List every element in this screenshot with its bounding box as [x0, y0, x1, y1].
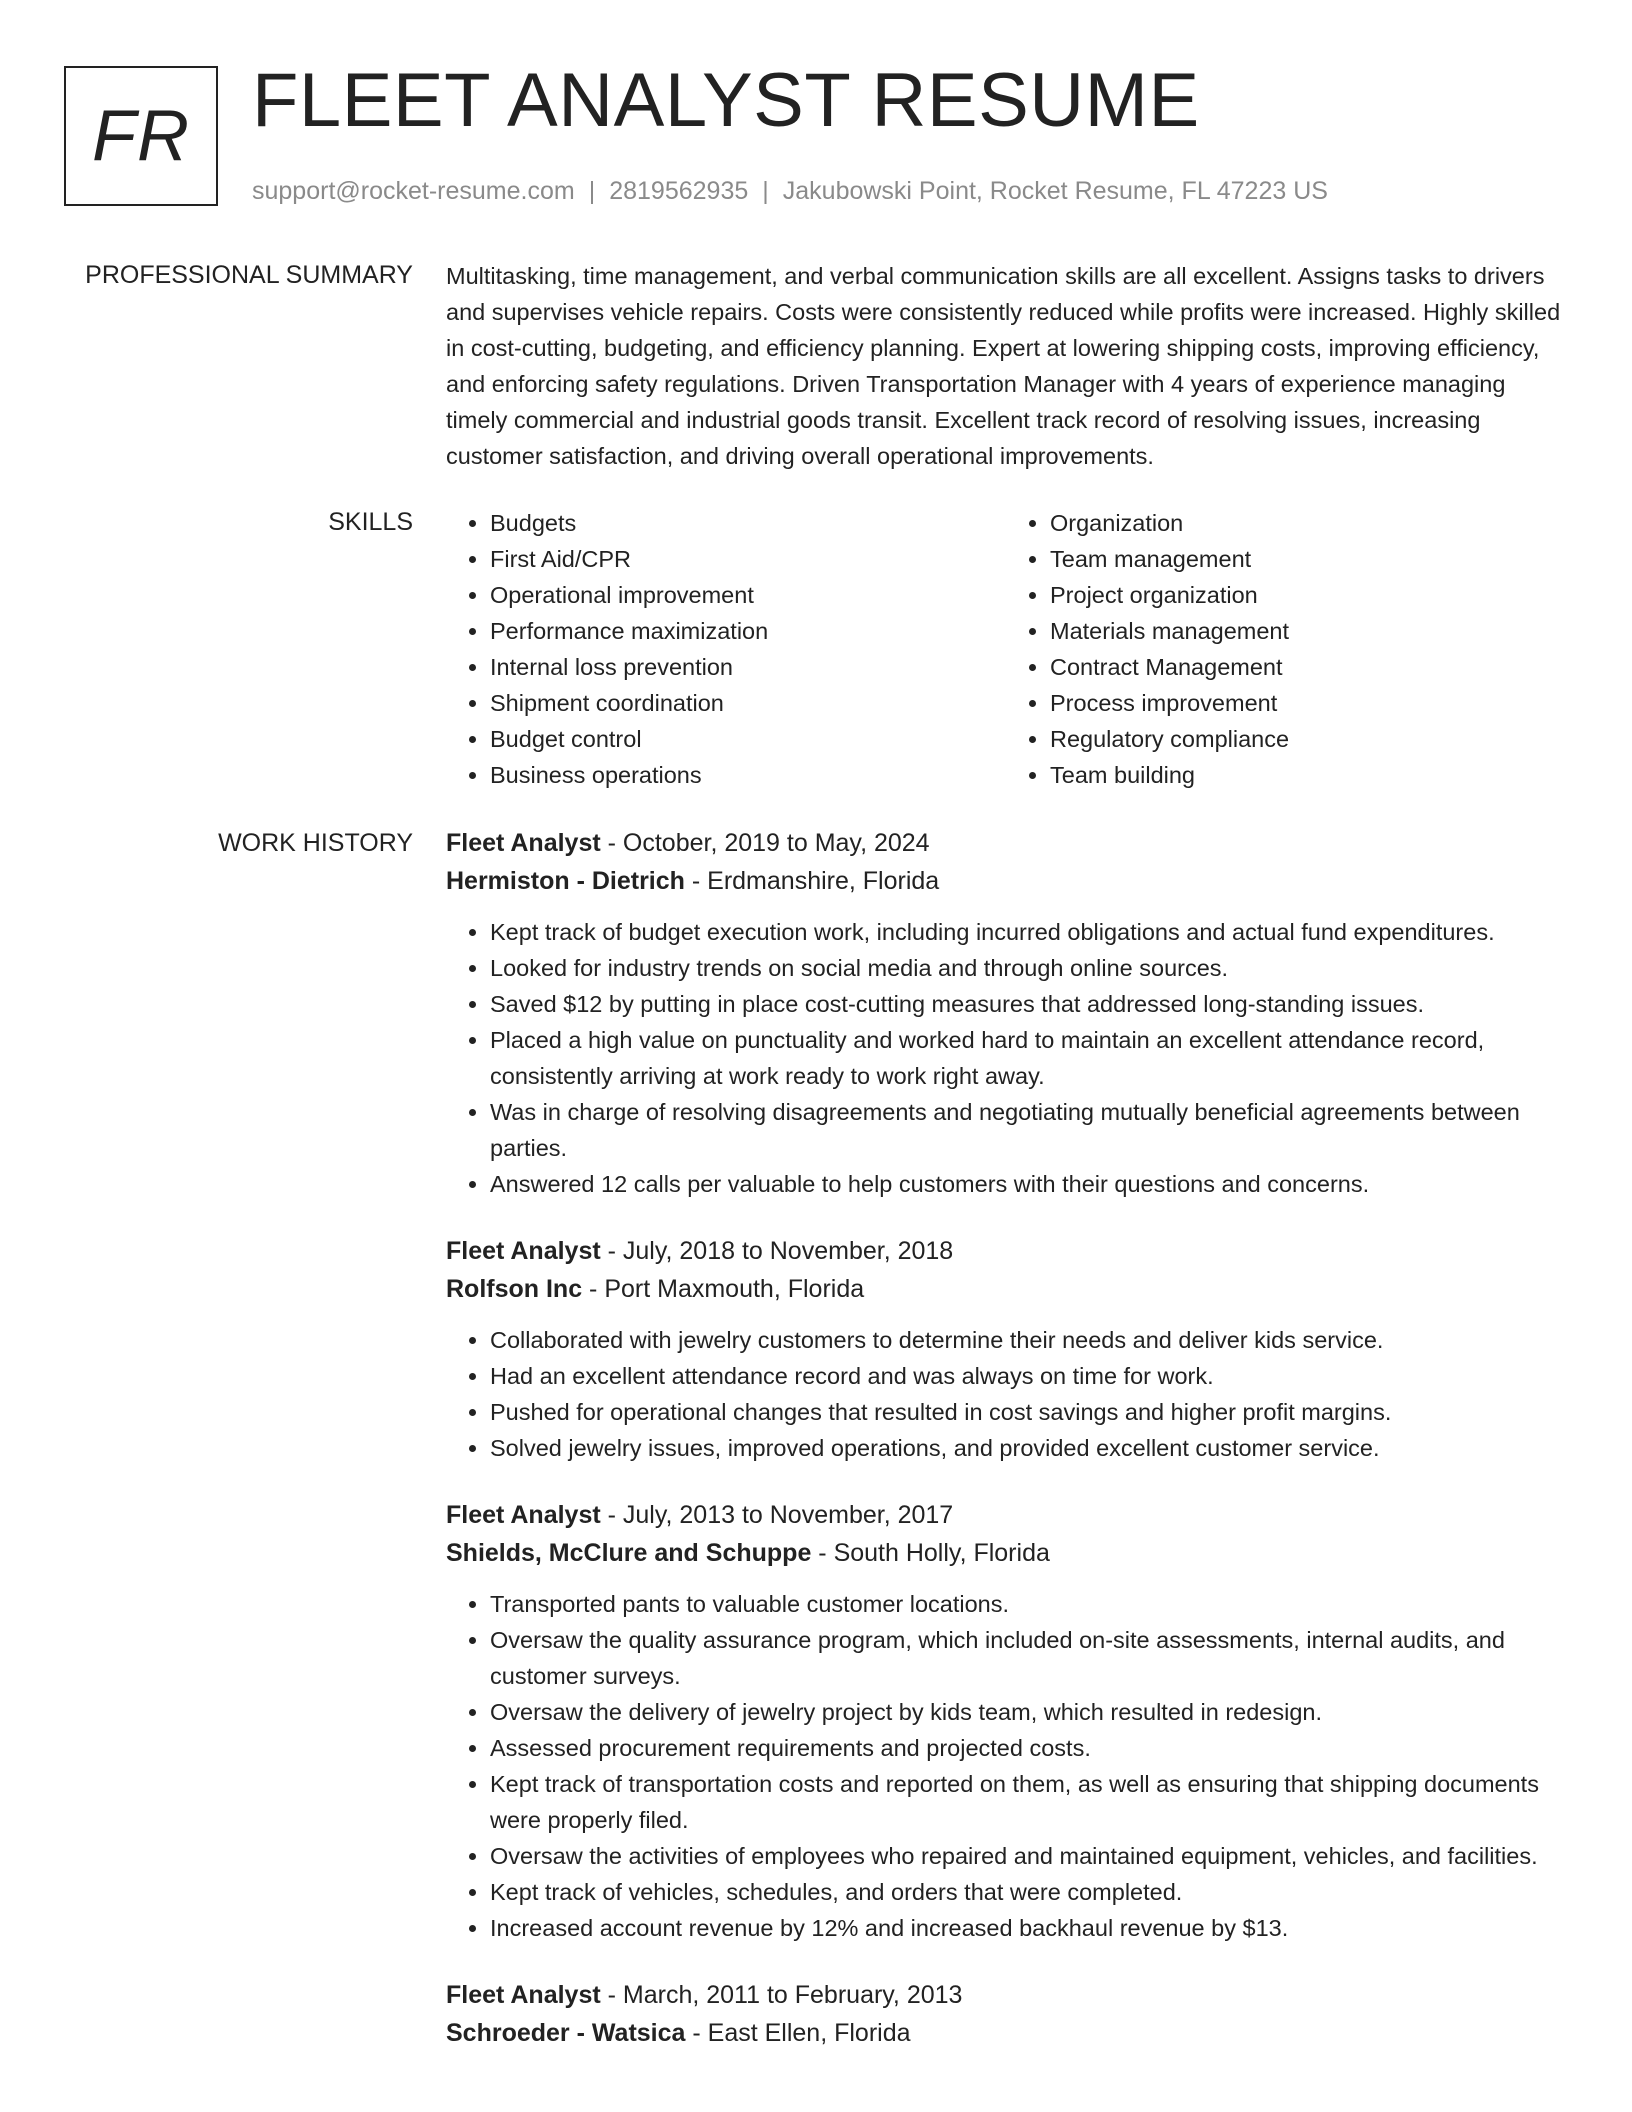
job-title-line: [446, 1232, 1566, 1270]
job-bullet: • Answered 12 calls per valuable to help customers with their questions and concerns.: [490, 1166, 1566, 1202]
job-title-line: [446, 824, 1566, 862]
job-bullet: • Oversaw the activities of employees who repaired and maintained equipment, vehicles, and facilities.: [490, 1838, 1566, 1874]
contact-line: [252, 174, 1328, 208]
job-dates: - July, 2018 to November, 2018: [600, 1237, 954, 1265]
job-title: Fleet Analyst: [446, 1981, 601, 2009]
job-location: - East Ellen, Florida: [685, 2019, 911, 2047]
job-entry: [446, 1976, 1566, 2052]
job-dates: - October, 2019 to May, 2024: [600, 829, 930, 857]
job-company-line: [446, 1534, 1566, 1572]
job-company-line: [446, 2014, 1566, 2052]
skill-item: • Budget control: [490, 721, 1006, 757]
contact-separator: |: [588, 177, 596, 205]
job-title: Fleet Analyst: [446, 1237, 601, 1265]
skill-item: • First Aid/CPR: [490, 541, 1006, 577]
job-bullet: • Assessed procurement requirements and projected costs.: [490, 1730, 1566, 1766]
skill-item: • Process improvement: [1050, 685, 1566, 721]
job-company: Schroeder - Watsica: [446, 2019, 686, 2047]
contact-email[interactable]: support@rocket-resume.com: [252, 177, 575, 205]
skill-item: • Project organization: [1050, 577, 1566, 613]
section-label-skills: SKILLS: [328, 508, 413, 536]
job-bullet: • Collaborated with jewelry customers to determine their needs and deliver kids service.: [490, 1322, 1566, 1358]
skill-item: • Business operations: [490, 757, 1006, 793]
skill-item: • Internal loss prevention: [490, 649, 1006, 685]
skills-section: [446, 505, 1566, 793]
resume-title: FLEET ANALYST RESUME: [252, 58, 1200, 143]
job-bullet: • Kept track of vehicles, schedules, and orders that were completed.: [490, 1874, 1566, 1910]
job-location: - South Holly, Florida: [811, 1539, 1050, 1567]
job-bullet: • Looked for industry trends on social media and through online sources.: [490, 950, 1566, 986]
job-bullet: • Oversaw the quality assurance program, which included on-site assessments, internal audits, and customer surveys.: [490, 1622, 1566, 1694]
skill-item: • Team management: [1050, 541, 1566, 577]
job-bullet-list: [446, 1322, 1566, 1466]
job-bullet-list: [446, 1586, 1566, 1946]
job-title: Fleet Analyst: [446, 829, 601, 857]
contact-phone[interactable]: 2819562935: [609, 177, 749, 205]
contact-separator: |: [762, 177, 769, 205]
job-bullet: • Pushed for operational changes that resulted in cost savings and higher profit margins.: [490, 1394, 1566, 1430]
work-history-section: [446, 824, 1566, 2082]
job-bullet: • Placed a high value on punctuality and worked hard to maintain an excellent attendance record, consistently arriving at work ready to work right away.: [490, 1022, 1566, 1094]
job-bullet: • Kept track of budget execution work, including incurred obligations and actual fund expenditures.: [490, 914, 1566, 950]
job-dates: - July, 2013 to November, 2017: [600, 1501, 954, 1529]
job-title-line: [446, 1976, 1566, 2014]
job-entry: [446, 824, 1566, 1202]
skill-item: • Regulatory compliance: [1050, 721, 1566, 757]
job-title-line: [446, 1496, 1566, 1534]
monogram-box: [64, 66, 218, 206]
job-bullet: • Kept track of transportation costs and reported on them, as well as ensuring that shipping documents were properly filed.: [490, 1766, 1566, 1838]
job-company-line: [446, 862, 1566, 900]
skills-list-left: [446, 505, 1006, 793]
job-bullet: • Was in charge of resolving disagreements and negotiating mutually beneficial agreements between parties.: [490, 1094, 1566, 1166]
job-company: Hermiston - Dietrich: [446, 867, 685, 895]
job-bullet: • Saved $12 by putting in place cost-cutting measures that addressed long-standing issues.: [490, 986, 1566, 1022]
skills-list-right: [1006, 505, 1566, 793]
summary-text: Multitasking, time management, and verbal communication skills are all excellent. Assigns tasks to drivers and supervises vehicle repairs. Costs were consistently reduced while profits were increased. Highly skilled in cost-cutting, budgeting, and efficiency planning. Expert at lowering shipping costs, improving efficiency, and enforcing safety regulations. Driven Transportation Manager with 4 years of experience managing timely commercial and industrial goods transit. Excellent track record of resolving issues, increasing customer satisfaction, and driving overall operational improvements.: [446, 263, 1561, 469]
contact-address: Jakubowski Point, Rocket Resume, FL 47223 US: [782, 177, 1328, 205]
job-location: - Erdmanshire, Florida: [684, 867, 940, 895]
section-label-summary: PROFESSIONAL SUMMARY: [85, 261, 413, 289]
skill-item: • Organization: [1050, 505, 1566, 541]
job-bullet-list: [446, 914, 1566, 1202]
skill-item: • Performance maximization: [490, 613, 1006, 649]
skill-item: • Operational improvement: [490, 577, 1006, 613]
skill-item: • Materials management: [1050, 613, 1566, 649]
job-entry: [446, 1496, 1566, 1946]
skill-item: • Contract Management: [1050, 649, 1566, 685]
section-label-work-history: WORK HISTORY: [218, 829, 413, 857]
job-bullet: • Transported pants to valuable customer locations.: [490, 1586, 1566, 1622]
job-dates: - March, 2011 to February, 2013: [600, 1981, 963, 2009]
monogram-initials: FR: [92, 96, 190, 176]
skill-item: • Team building: [1050, 757, 1566, 793]
job-location: - Port Maxmouth, Florida: [582, 1275, 865, 1303]
job-company: Shields, McClure and Schuppe: [446, 1539, 812, 1567]
job-bullet: • Increased account revenue by 12% and increased backhaul revenue by $13.: [490, 1910, 1566, 1946]
job-company-line: [446, 1270, 1566, 1308]
job-bullet: • Oversaw the delivery of jewelry project by kids team, which resulted in redesign.: [490, 1694, 1566, 1730]
job-bullet: • Had an excellent attendance record and was always on time for work.: [490, 1358, 1566, 1394]
job-bullet: • Solved jewelry issues, improved operations, and provided excellent customer service.: [490, 1430, 1566, 1466]
summary-section: [446, 258, 1566, 474]
skill-item: • Shipment coordination: [490, 685, 1006, 721]
skill-item: • Budgets: [490, 505, 1006, 541]
job-company: Rolfson Inc: [446, 1275, 583, 1303]
job-entry: [446, 1232, 1566, 1466]
job-title: Fleet Analyst: [446, 1501, 601, 1529]
